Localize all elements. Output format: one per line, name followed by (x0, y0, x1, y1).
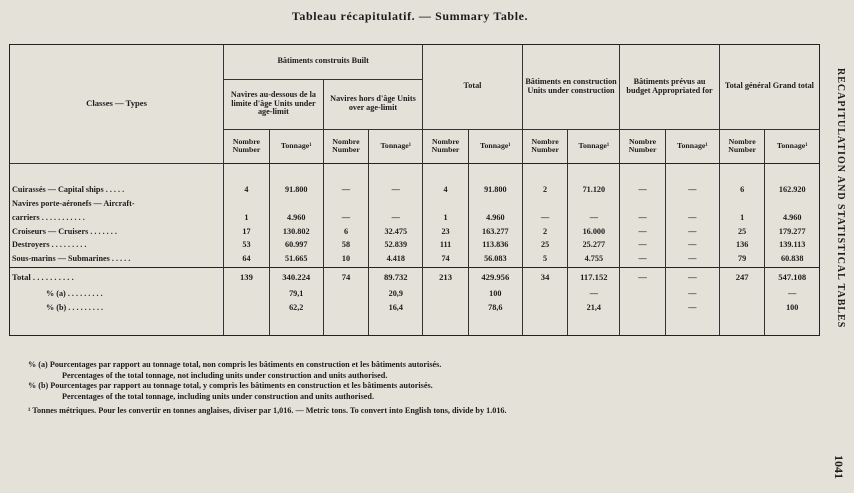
header-under-limit: Navires au-dessous de la limite d'âge Units under age-limit (224, 79, 324, 129)
cell: 53 (224, 239, 270, 253)
cell: 4 (224, 184, 270, 198)
cell: 6 (719, 184, 765, 198)
cell: 23 (423, 225, 469, 239)
cell: — (568, 287, 620, 301)
cell: 10 (323, 253, 369, 267)
header-total: Total (423, 45, 523, 129)
cell: — (620, 225, 666, 239)
cell: 60.838 (765, 253, 819, 267)
cell: 117.152 (568, 267, 620, 287)
cell: 4.960 (269, 211, 323, 225)
cell: 91.800 (468, 184, 522, 198)
cell: — (369, 211, 423, 225)
header-tonnage: Tonnage¹ (269, 129, 323, 163)
cell: 71.120 (568, 184, 620, 198)
cell: 79 (719, 253, 765, 267)
cell: 4.960 (468, 211, 522, 225)
header-nombre: Nombre Number (719, 129, 765, 163)
row-label: Cuirassés — Capital ships . . . . . (12, 184, 125, 194)
total-label: Total . . . . . . . . . . (10, 267, 224, 287)
cell: 2 (522, 184, 568, 198)
cell: 100 (468, 287, 522, 301)
cell: 4 (423, 184, 469, 198)
cell: — (568, 211, 620, 225)
cell: 25 (522, 239, 568, 253)
cell: 1 (224, 211, 270, 225)
page-number: 1041 (832, 455, 846, 479)
cell: 91.800 (269, 184, 323, 198)
header-nombre: Nombre Number (620, 129, 666, 163)
cell: 113.836 (468, 239, 522, 253)
cell: 100 (765, 301, 819, 315)
cell: 136 (719, 239, 765, 253)
cell: — (665, 211, 719, 225)
cell: 4.755 (568, 253, 620, 267)
cell: 79,1 (269, 287, 323, 301)
table-row (10, 211, 819, 225)
header-built: Bâtiments construits Built (224, 45, 423, 79)
cell: 52.839 (369, 239, 423, 253)
cell: — (665, 225, 719, 239)
note-a-en: Percentages of the total tonnage, not including units under construction and units authorised. (62, 370, 388, 380)
table-row (10, 184, 819, 198)
page-title: Tableau récapitulatif. — Summary Table. (291, 9, 529, 23)
cell: 89.732 (369, 267, 423, 287)
cell: 5 (522, 253, 568, 267)
cell: 111 (423, 239, 469, 253)
cell: — (765, 287, 819, 301)
header-tonnage: Tonnage¹ (568, 129, 620, 163)
note-b-en: Percentages of the total tonnage, including units under construction and units authorised. (62, 391, 374, 401)
summary-table (10, 45, 819, 335)
header-nombre: Nombre Number (323, 129, 369, 163)
table-row (10, 197, 819, 211)
table-row (10, 225, 819, 239)
cell: 162.920 (765, 184, 819, 198)
cell: 78,6 (468, 301, 522, 315)
cell: — (323, 184, 369, 198)
cell: 60.997 (269, 239, 323, 253)
cell: 4.418 (369, 253, 423, 267)
side-running-title: RECAPITULATION AND STATISTICAL TABLES (835, 68, 846, 329)
cell: 213 (423, 267, 469, 287)
row-label: Croiseurs — Cruisers . . . . . . . (12, 226, 117, 236)
cell: — (665, 267, 719, 287)
cell: 21,4 (568, 301, 620, 315)
header-tonnage: Tonnage¹ (765, 129, 819, 163)
cell: 139 (224, 267, 270, 287)
cell: — (323, 211, 369, 225)
cell: 25.277 (568, 239, 620, 253)
row-label: carriers . . . . . . . . . . . (12, 212, 85, 222)
cell: 20,9 (369, 287, 423, 301)
header-nombre: Nombre Number (522, 129, 568, 163)
note-a-fr: % (a) Pourcentages par rapport au tonnage total, non compris les bâtiments en construction et les bâtiments autorisés. (28, 360, 442, 369)
header-tonnage: Tonnage¹ (369, 129, 423, 163)
pct-b-row (10, 301, 819, 315)
cell: 6 (323, 225, 369, 239)
cell: 4.960 (765, 211, 819, 225)
cell: 139.113 (765, 239, 819, 253)
header-grand-total: Total général Grand total (719, 45, 819, 129)
cell: — (620, 211, 666, 225)
cell: 340.224 (269, 267, 323, 287)
pct-a-row (10, 287, 819, 301)
pct-a-label: % (a) . . . . . . . . . (46, 288, 103, 298)
cell: 25 (719, 225, 765, 239)
cell: 74 (423, 253, 469, 267)
cell: 62,2 (269, 301, 323, 315)
header-budget: Bâtiments prévus au budget Appropriated for (620, 45, 720, 129)
cell: 429.956 (468, 267, 522, 287)
cell: — (620, 239, 666, 253)
cell: 179.277 (765, 225, 819, 239)
header-tonnage: Tonnage¹ (665, 129, 719, 163)
cell: 247 (719, 267, 765, 287)
header-over-limit: Navires hors d'âge Units over age-limit (323, 79, 423, 129)
header-nombre: Nombre Number (224, 129, 270, 163)
cell: 17 (224, 225, 270, 239)
pct-b-label: % (b) . . . . . . . . . (46, 302, 104, 312)
header-classes: Classes — Types (10, 45, 224, 163)
cell: 51.665 (269, 253, 323, 267)
cell: 64 (224, 253, 270, 267)
cell: — (620, 267, 666, 287)
note-b-fr: % (b) Pourcentages par rapport au tonnage total, y compris les bâtiments en construction et les bâtiments autorisés. (28, 381, 433, 391)
cell: — (369, 184, 423, 198)
row-label: Navires porte-aéronefs — Aircraft- (12, 198, 135, 208)
cell: — (665, 301, 719, 315)
cell: 58 (323, 239, 369, 253)
cell: 34 (522, 267, 568, 287)
cell: 1 (719, 211, 765, 225)
cell: 16,4 (369, 301, 423, 315)
cell: — (665, 287, 719, 301)
cell: — (665, 239, 719, 253)
cell: 74 (323, 267, 369, 287)
notes (28, 360, 818, 417)
cell: — (665, 253, 719, 267)
cell: 56.083 (468, 253, 522, 267)
cell: — (665, 184, 719, 198)
table-row (10, 239, 819, 253)
cell: — (522, 211, 568, 225)
cell: — (620, 184, 666, 198)
footnote: ¹ Tonnes métriques. Pour les convertir en tonnes anglaises, diviser par 1,016. — Metric tons. To convert into English tons, divide by 1.016. (28, 406, 507, 416)
cell: 2 (522, 225, 568, 239)
total-row (10, 267, 819, 287)
cell: 32.475 (369, 225, 423, 239)
table-row (10, 253, 819, 267)
header-tonnage: Tonnage¹ (468, 129, 522, 163)
row-label: Sous-marins — Submarines . . . . . (12, 254, 131, 264)
header-construction: Bâtiments en construction Units under construction (522, 45, 619, 129)
cell: 1 (423, 211, 469, 225)
cell: — (620, 253, 666, 267)
cell: 16.000 (568, 225, 620, 239)
row-label: Destroyers . . . . . . . . . (12, 240, 87, 250)
cell: 130.802 (269, 225, 323, 239)
summary-table-frame (9, 44, 820, 336)
cell: 547.108 (765, 267, 819, 287)
cell: 163.277 (468, 225, 522, 239)
header-nombre: Nombre Number (423, 129, 469, 163)
